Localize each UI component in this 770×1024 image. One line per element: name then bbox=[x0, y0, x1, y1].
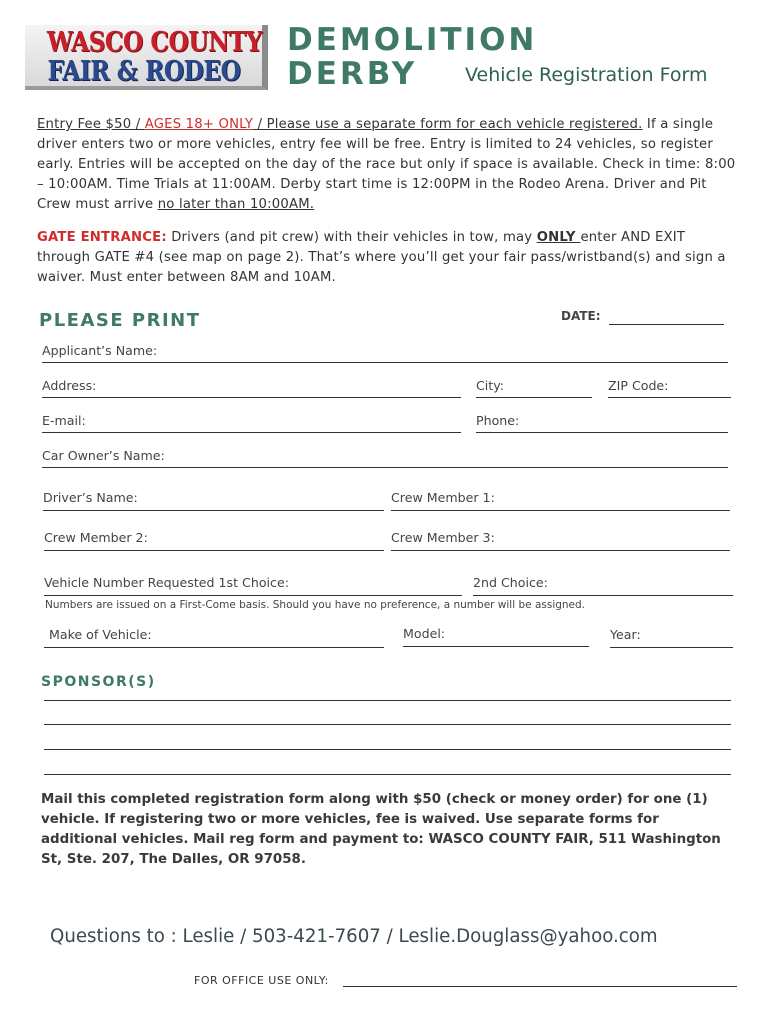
gate-label: GATE ENTRANCE: bbox=[37, 230, 167, 245]
crew2-label: Crew Member 2: bbox=[44, 530, 148, 545]
make-field[interactable] bbox=[44, 647, 384, 648]
separate-form-note: Please use a separate form for each vehicle registered. bbox=[266, 117, 643, 132]
questions-contact: Questions to : Leslie / 503-421-7607 / Leslie.Douglass@yahoo.com bbox=[50, 926, 658, 947]
email-label: E-mail: bbox=[42, 413, 86, 428]
driver-field[interactable] bbox=[43, 510, 384, 511]
intro-separator: / bbox=[253, 117, 267, 132]
sponsor-heading: SPONSOR(S) bbox=[41, 674, 156, 690]
phone-label: Phone: bbox=[476, 413, 520, 428]
logo-line-2: FAIR & RODEO bbox=[47, 56, 241, 87]
crew1-field[interactable] bbox=[391, 510, 730, 511]
crew3-field[interactable] bbox=[391, 550, 730, 551]
logo-line-1: WASCO COUNTY bbox=[46, 27, 262, 58]
fair-logo bbox=[25, 25, 268, 90]
zip-label: ZIP Code: bbox=[608, 378, 669, 393]
vehicle-second-choice-field[interactable] bbox=[473, 595, 733, 596]
gate-paragraph bbox=[37, 228, 737, 288]
gate-text-1: Drivers (and pit crew) with their vehicles in tow, may bbox=[166, 230, 537, 245]
zip-field[interactable] bbox=[608, 397, 731, 398]
city-field[interactable] bbox=[476, 397, 592, 398]
title-demolition: DEMOLITION bbox=[287, 22, 538, 58]
mail-instructions: Mail this completed registration form along with $50 (check or money order) for one (1) vehicle. If registering two or more vehicles, fee is waived. Use separate forms for additional vehicles. Mail reg form and payment to: WASCO COUNTY FAIR, 511 Washington St, Ste. 207, The Dalles, OR 97058. bbox=[41, 792, 721, 867]
phone-field[interactable] bbox=[476, 432, 728, 433]
office-use-label: FOR OFFICE USE ONLY: bbox=[194, 974, 329, 987]
car-owner-label: Car Owner’s Name: bbox=[42, 448, 165, 463]
year-label: Year: bbox=[610, 627, 641, 642]
title-derby: DERBY bbox=[287, 56, 418, 92]
date-field[interactable] bbox=[609, 324, 724, 325]
age-requirement: AGES 18+ ONLY bbox=[144, 117, 254, 132]
date-label: DATE: bbox=[561, 309, 601, 323]
sponsor-line-4[interactable] bbox=[44, 774, 731, 775]
make-label: Make of Vehicle: bbox=[49, 627, 152, 642]
office-use-field[interactable] bbox=[343, 986, 737, 987]
city-label: City: bbox=[476, 378, 505, 393]
intro-body: If a single driver enters two or more vehicles, entry fee will be free. Entry is limited to 24 vehicles, so register early. Entries will be accepted on the day of the race but only if space is available. Check in time: 8:00 – 10:00AM. Time Trials at 11:00AM. Derby start time is 12:00PM in the Rodeo Arena. Driver and Pit Crew must arrive bbox=[37, 117, 736, 212]
form-subtitle: Vehicle Registration Form bbox=[465, 64, 708, 86]
crew3-label: Crew Member 3: bbox=[391, 530, 495, 545]
sponsor-line-3[interactable] bbox=[44, 749, 731, 750]
numbers-note: Numbers are issued on a First-Come basis. Should you have no preference, a number will be assigned. bbox=[45, 599, 586, 611]
model-field[interactable] bbox=[403, 646, 589, 647]
model-label: Model: bbox=[403, 626, 446, 641]
sponsor-line-2[interactable] bbox=[44, 724, 731, 725]
address-field[interactable] bbox=[42, 397, 461, 398]
applicant-name-label: Applicant’s Name: bbox=[42, 343, 158, 358]
crew1-label: Crew Member 1: bbox=[391, 490, 495, 505]
gate-text-2: enter AND EXIT through GATE #4 (see map on page 2). That’s where you’ll get your fair pass/wristband(s) and sign a waiver. Must enter between 8AM and 10AM. bbox=[37, 230, 726, 285]
email-field[interactable] bbox=[42, 432, 461, 433]
intro-paragraph bbox=[37, 115, 737, 215]
vehicle-first-choice-field[interactable] bbox=[44, 595, 462, 596]
gate-only: ONLY bbox=[536, 230, 581, 245]
sponsor-line-1[interactable] bbox=[44, 700, 731, 701]
arrival-deadline: no later than 10:00AM. bbox=[157, 197, 315, 212]
please-print-heading: PLEASE PRINT bbox=[39, 310, 201, 331]
address-label: Address: bbox=[42, 378, 97, 393]
vehicle-second-choice-label: 2nd Choice: bbox=[473, 575, 548, 590]
vehicle-first-choice-label: Vehicle Number Requested 1st Choice: bbox=[44, 575, 289, 590]
car-owner-field[interactable] bbox=[42, 467, 728, 468]
year-field[interactable] bbox=[610, 647, 733, 648]
applicant-name-field[interactable] bbox=[42, 362, 728, 363]
entry-fee: Entry Fee $50 / bbox=[37, 117, 145, 132]
driver-label: Driver’s Name: bbox=[43, 490, 138, 505]
crew2-field[interactable] bbox=[44, 550, 384, 551]
